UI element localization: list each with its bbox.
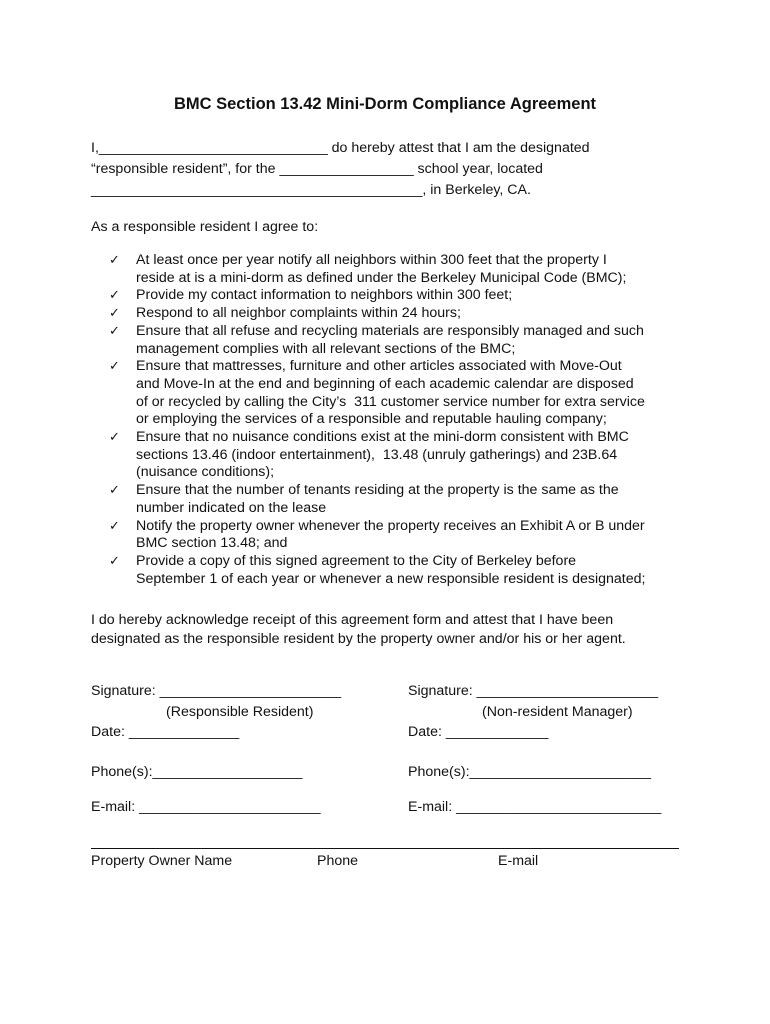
resident-signature-field: Signature: _______________________	[91, 683, 342, 699]
manager-role-label: (Non-resident Manager)	[482, 704, 633, 720]
owner-phone-label: Phone	[317, 853, 359, 869]
checkmark-icon: ✓	[109, 306, 120, 322]
checklist-item-text-line: Respond to all neighbor complaints within 24 hours;	[136, 305, 461, 322]
checklist-item	[109, 358, 645, 429]
resident-role-label: (Responsible Resident)	[166, 704, 314, 720]
checkmark-icon: ✓	[109, 359, 120, 375]
checkmark-icon: ✓	[109, 553, 120, 569]
checklist-item-text-line: At least once per year notify all neighbors within 300 feet that the property I	[136, 252, 607, 268]
manager-email-field: E-mail: __________________________	[408, 799, 662, 815]
owner-name-label: Property Owner Name	[91, 853, 233, 869]
manager-date-field: Date: _____________	[408, 724, 549, 740]
checklist-item-text-line: Notify the property owner whenever the property receives an Exhibit A or B under	[136, 517, 645, 534]
checklist-item-text-line: Provide my contact information to neighbors within 300 feet;	[136, 287, 513, 304]
checkmark-icon: ✓	[109, 430, 120, 446]
checkmark-icon: ✓	[109, 323, 120, 339]
checklist-item	[109, 252, 645, 287]
checkmark-icon: ✓	[109, 518, 120, 534]
resident-date-field: Date: ______________	[91, 724, 240, 740]
attest-line-1: I,_____________________________ do hereby attest that I am the designated	[91, 140, 590, 156]
resident-phone-field: Phone(s):___________________	[91, 764, 303, 780]
checklist-item	[109, 323, 645, 358]
attest-line-2: “responsible resident”, for the _________________ school year, located	[91, 161, 543, 177]
checklist-item	[109, 518, 645, 553]
checklist-item	[109, 482, 645, 517]
checklist-item-text-line: number indicated on the lease	[136, 499, 327, 516]
agreement-checklist	[109, 252, 645, 588]
checklist-item-text-line: September 1 of each year or whenever a new responsible resident is designated;	[136, 570, 646, 587]
checklist-item	[109, 553, 645, 588]
owner-email-label: E-mail	[498, 853, 539, 869]
checklist-item	[109, 287, 645, 305]
checklist-item-text-line: Ensure that all refuse and recycling materials are responsibly managed and such	[136, 322, 644, 339]
checklist-item-text-line: reside at is a mini-dorm as defined under the Berkeley Municipal Code (BMC);	[136, 269, 627, 286]
checklist-item-text-line: Ensure that no nuisance conditions exist at the mini-dorm consistent with BMC	[136, 429, 629, 446]
resident-email-field: E-mail: _______________________	[91, 799, 321, 815]
attest-line-3: __________________________________________, in Berkeley, CA.	[91, 182, 531, 198]
checkmark-icon: ✓	[109, 253, 120, 268]
checklist-item-text-line: Provide a copy of this signed agreement to the City of Berkeley before	[136, 552, 577, 569]
checklist-item-text-line: or employing the services of a responsible and reputable hauling company;	[136, 411, 607, 428]
manager-signature-field: Signature: _______________________	[408, 683, 659, 699]
checklist-item-text-line: BMC section 13.48; and	[136, 535, 288, 552]
checklist-item-text-line: (nuisance conditions);	[136, 464, 275, 481]
acknowledge-line-1: I do hereby acknowledge receipt of this agreement form and attest that I have been	[91, 612, 614, 628]
checklist-item-text-line: and Move-In at the end and beginning of each academic calendar are disposed	[136, 375, 634, 392]
checklist-item-text-line: Ensure that mattresses, furniture and other articles associated with Move-Out	[136, 358, 622, 375]
document-title: BMC Section 13.42 Mini-Dorm Compliance Agreement	[173, 95, 597, 113]
agree-intro: As a responsible resident I agree to:	[91, 219, 319, 235]
checklist-item-text-line: management complies with all relevant sections of the BMC;	[136, 340, 516, 357]
acknowledge-line-2: designated as the responsible resident by the property owner and/or his or her agent.	[91, 631, 626, 647]
manager-phone-field: Phone(s):_______________________	[408, 764, 651, 780]
checkmark-icon: ✓	[109, 483, 120, 499]
checklist-item-text-line: of or recycled by calling the City’s 311 customer service number for extra service	[136, 393, 645, 410]
checklist-item	[109, 429, 645, 482]
checklist-item-text-line: sections 13.46 (indoor entertainment), 13.48 (unruly gatherings) and 23B.64	[136, 446, 618, 463]
checklist-item-text-line: Ensure that the number of tenants residing at the property is the same as the	[136, 482, 619, 499]
checkmark-icon: ✓	[109, 288, 120, 304]
owner-signature-rule	[91, 848, 679, 849]
checklist-item	[109, 305, 645, 323]
